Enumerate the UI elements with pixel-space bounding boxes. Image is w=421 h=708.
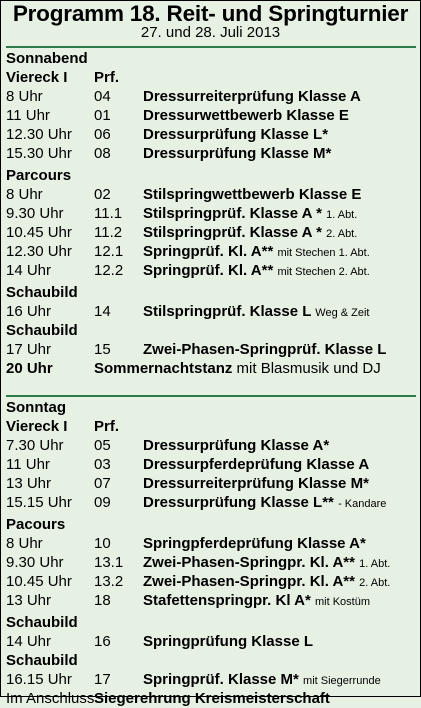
test-title: Springprüfung Klasse L bbox=[143, 633, 314, 650]
test-name bbox=[143, 534, 366, 553]
schedule-row bbox=[6, 106, 418, 125]
test-name bbox=[143, 204, 357, 225]
test-number: 13.1 bbox=[94, 554, 124, 571]
schedule-row bbox=[6, 572, 418, 591]
schedule-row bbox=[6, 204, 418, 223]
entry-time: 17 Uhr bbox=[6, 341, 52, 358]
column-header: Prf. bbox=[94, 418, 120, 435]
test-name bbox=[143, 493, 386, 514]
test-name bbox=[143, 591, 370, 612]
program-title: Programm 18. Reit- und Springturnier bbox=[12, 1, 409, 26]
section-name: Schaubild bbox=[6, 652, 78, 669]
entry-time: 12.30 Uhr bbox=[6, 243, 72, 260]
test-number: 01 bbox=[94, 107, 111, 124]
test-number: 11.2 bbox=[94, 224, 123, 241]
test-number: 12.2 bbox=[94, 262, 124, 279]
schedule-row bbox=[6, 340, 418, 359]
entry-time: 14 Uhr bbox=[6, 633, 52, 650]
day-divider bbox=[6, 395, 416, 397]
test-name bbox=[143, 572, 390, 593]
test-number: 06 bbox=[94, 126, 111, 143]
section-heading bbox=[6, 515, 418, 534]
event-description bbox=[94, 359, 381, 378]
event-name: Sommernachtstanz bbox=[94, 360, 233, 377]
test-note: - Kandare bbox=[338, 498, 387, 510]
closing-event-row bbox=[6, 689, 418, 708]
test-number: 03 bbox=[94, 456, 111, 473]
schedule-row bbox=[6, 474, 418, 493]
section-name: Schaubild bbox=[6, 284, 78, 301]
schedule-row bbox=[6, 144, 418, 163]
test-title: Stilspringprüf. Klasse A * bbox=[143, 205, 322, 222]
test-number: 12.1 bbox=[94, 243, 124, 260]
section-heading bbox=[6, 283, 418, 302]
test-name bbox=[143, 144, 331, 163]
test-name bbox=[143, 242, 370, 263]
test-title: Dressurreiterprüfung Klasse A bbox=[143, 88, 361, 105]
test-name bbox=[143, 455, 369, 474]
entry-time: 14 Uhr bbox=[6, 262, 52, 279]
schedule-row bbox=[6, 261, 418, 280]
section-heading bbox=[6, 166, 418, 185]
event-note: mit Blasmusik und DJ bbox=[236, 360, 381, 377]
test-title: Zwei-Phasen-Springpr. Kl. A** bbox=[143, 573, 355, 590]
schedule-row bbox=[6, 125, 418, 144]
test-title: Springprüf. Klasse M* bbox=[143, 671, 299, 688]
test-name bbox=[143, 223, 357, 244]
test-name bbox=[143, 553, 390, 574]
test-title: Dressurreiterprüfung Klasse M* bbox=[143, 475, 369, 492]
test-note: mit Siegerrunde bbox=[303, 675, 381, 687]
test-number: 04 bbox=[94, 88, 111, 105]
schedule-row bbox=[6, 242, 418, 261]
entry-time: 16.15 Uhr bbox=[6, 671, 72, 688]
test-name bbox=[143, 302, 369, 323]
section-name: Parcours bbox=[6, 167, 72, 184]
section-name: Viereck I bbox=[6, 418, 68, 435]
test-number: 14 bbox=[94, 303, 111, 320]
entry-time: 9.30 Uhr bbox=[6, 554, 64, 571]
test-note: mit Kostüm bbox=[314, 596, 370, 608]
test-title: Springprüf. Kl. A** bbox=[143, 262, 274, 279]
schedule-row bbox=[6, 670, 418, 689]
test-number: 05 bbox=[94, 437, 111, 454]
test-number: 11.1 bbox=[94, 205, 123, 222]
evening-event-row bbox=[6, 359, 418, 378]
day-heading: Sonntag bbox=[6, 399, 66, 416]
test-number: 10 bbox=[94, 535, 111, 552]
test-title: Dressurprüfung Klasse L* bbox=[143, 126, 329, 143]
program-dates: 27. und 28. Juli 2013 bbox=[140, 24, 281, 41]
test-number: 16 bbox=[94, 633, 111, 650]
test-number: 07 bbox=[94, 475, 111, 492]
entry-time: 13 Uhr bbox=[6, 475, 52, 492]
test-title: Dressurpferdeprüfung Klasse A bbox=[143, 456, 370, 473]
test-title: Stafettenspringpr. Kl A* bbox=[143, 592, 311, 609]
section-name: Schaubild bbox=[6, 614, 78, 631]
test-name bbox=[143, 261, 370, 282]
test-title: Dressurprüfung Klasse L** bbox=[143, 494, 334, 511]
schedule-row bbox=[6, 553, 418, 572]
entry-time: 8 Uhr bbox=[6, 186, 43, 203]
entry-time: 15.30 Uhr bbox=[6, 145, 72, 162]
test-title: Dressurprüfung Klasse A* bbox=[143, 437, 330, 454]
schedule-row bbox=[6, 632, 418, 651]
day-divider bbox=[6, 46, 416, 48]
test-name bbox=[143, 125, 328, 144]
test-number: 02 bbox=[94, 186, 111, 203]
event-time: 20 Uhr bbox=[6, 360, 53, 377]
test-note: mit Stechen 2. Abt. bbox=[277, 266, 370, 278]
entry-time: 7.30 Uhr bbox=[6, 437, 64, 454]
test-title: Springpferdeprüfung Klasse A* bbox=[143, 535, 366, 552]
section-heading bbox=[6, 613, 418, 632]
test-title: Springprüf. Kl. A** bbox=[143, 243, 274, 260]
test-title: Dressurwettbewerb Klasse E bbox=[143, 107, 349, 124]
section-heading bbox=[6, 321, 418, 340]
entry-time: 11 Uhr bbox=[6, 456, 50, 473]
entry-time: 16 Uhr bbox=[6, 303, 52, 320]
test-title: Zwei-Phasen-Springpr. Kl. A** bbox=[143, 554, 355, 571]
test-title: Stilspringprüf. Klasse L bbox=[143, 303, 312, 320]
entry-time: 8 Uhr bbox=[6, 88, 43, 105]
test-note: Weg & Zeit bbox=[315, 307, 370, 319]
section-heading bbox=[6, 417, 418, 436]
event-name: Siegerehrung Kreismeisterschaft bbox=[94, 690, 330, 707]
test-name bbox=[143, 340, 386, 359]
schedule-row bbox=[6, 185, 418, 204]
event-description bbox=[94, 689, 330, 708]
schedule-row bbox=[6, 534, 418, 553]
section-name: Viereck I bbox=[6, 69, 68, 86]
test-name bbox=[143, 87, 361, 106]
section-heading bbox=[6, 651, 418, 670]
test-note: mit Stechen 1. Abt. bbox=[277, 247, 370, 259]
test-note: 2. Abt. bbox=[359, 577, 391, 589]
column-header: Prf. bbox=[94, 69, 120, 86]
schedule-row bbox=[6, 493, 418, 512]
day-heading: Sonnabend bbox=[6, 50, 88, 67]
test-number: 08 bbox=[94, 145, 111, 162]
section-name: Schaubild bbox=[6, 322, 78, 339]
schedule-row bbox=[6, 455, 418, 474]
test-title: Stilspringprüf. Klasse A * bbox=[143, 224, 322, 241]
test-note: 1. Abt. bbox=[326, 209, 358, 221]
test-number: 17 bbox=[94, 671, 111, 688]
test-name bbox=[143, 106, 349, 125]
section-name: Pacours bbox=[6, 516, 66, 533]
entry-time: 12.30 Uhr bbox=[6, 126, 72, 143]
schedule-row bbox=[6, 302, 418, 321]
test-number: 15 bbox=[94, 341, 111, 358]
test-note: 1. Abt. bbox=[359, 558, 391, 570]
test-number: 18 bbox=[94, 592, 111, 609]
section-heading bbox=[6, 68, 418, 87]
schedule-row bbox=[6, 436, 418, 455]
test-number: 13.2 bbox=[94, 573, 124, 590]
test-name bbox=[143, 185, 361, 204]
test-title: Zwei-Phasen-Springprüf. Klasse L bbox=[143, 341, 387, 358]
schedule-row bbox=[6, 87, 418, 106]
test-name bbox=[143, 670, 381, 691]
entry-time: 9.30 Uhr bbox=[6, 205, 64, 222]
schedule-row bbox=[6, 223, 418, 242]
entry-time: 13 Uhr bbox=[6, 592, 52, 609]
entry-time: 11 Uhr bbox=[6, 107, 50, 124]
test-title: Stilspringwettbewerb Klasse E bbox=[143, 186, 362, 203]
test-number: 09 bbox=[94, 494, 111, 511]
test-name bbox=[143, 474, 369, 493]
entry-time: 8 Uhr bbox=[6, 535, 43, 552]
schedule-row bbox=[6, 591, 418, 610]
test-title: Dressurprüfung Klasse M* bbox=[143, 145, 332, 162]
test-name bbox=[143, 632, 313, 651]
test-name bbox=[143, 436, 329, 455]
entry-time: 15.15 Uhr bbox=[6, 494, 72, 511]
event-time: Im Anschluss bbox=[6, 690, 95, 707]
entry-time: 10.45 Uhr bbox=[6, 573, 72, 590]
test-note: 2. Abt. bbox=[326, 228, 358, 240]
entry-time: 10.45 Uhr bbox=[6, 224, 72, 241]
